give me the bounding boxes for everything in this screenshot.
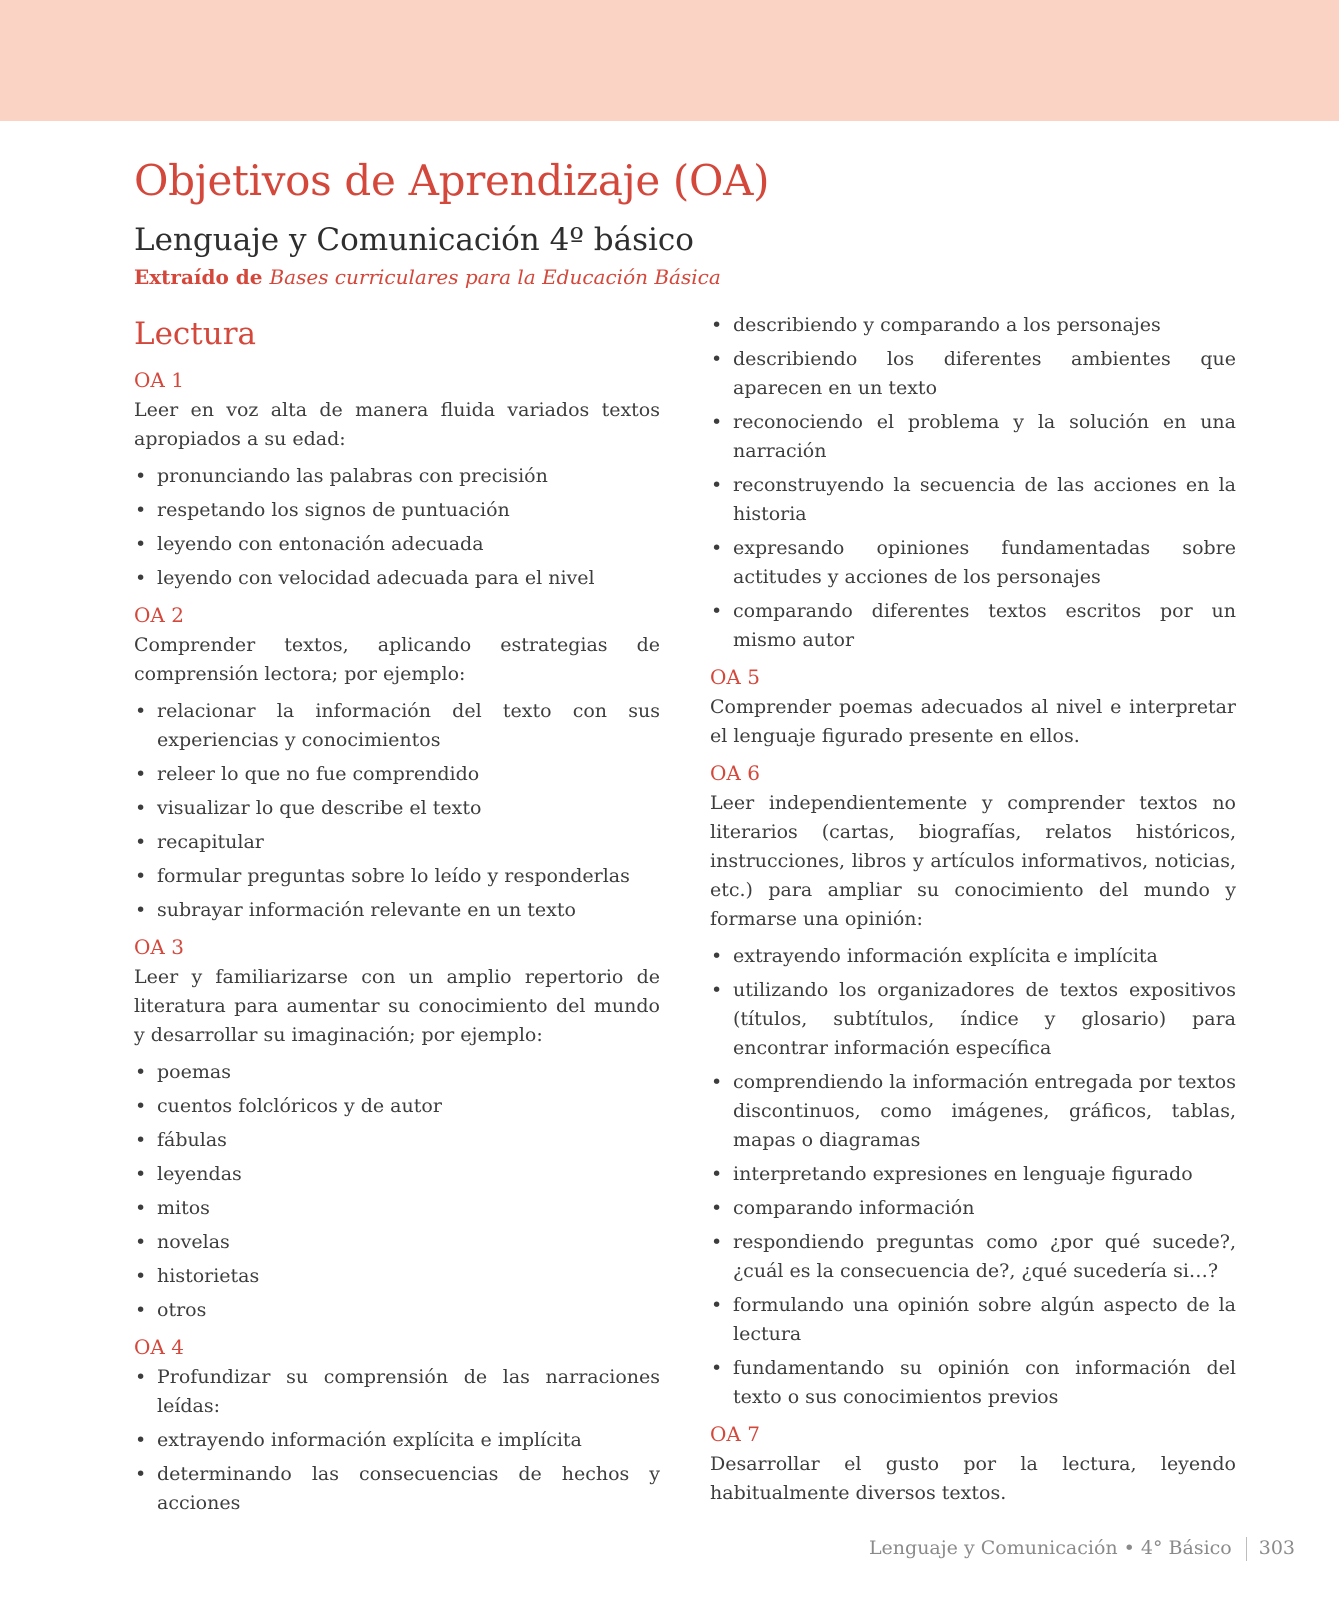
list-item: • historietas xyxy=(134,1262,660,1291)
oa1-label: OA 1 xyxy=(134,368,184,392)
list-item: • fábulas xyxy=(134,1126,660,1155)
list-item: • determinando las consecuencias de hechos y acciones xyxy=(134,1460,660,1518)
oa1-text: Leer en voz alta de manera fluida variados textos apropiados a su edad: xyxy=(134,399,660,450)
list-item: • leyendas xyxy=(134,1160,660,1189)
list-item: • comparando diferentes textos escritos por un mismo autor xyxy=(710,597,1236,655)
list-item: • pronunciando las palabras con precisión xyxy=(134,462,660,491)
page-subtitle: Lenguaje y Comunicación 4º básico xyxy=(134,222,694,258)
list-item: • poemas xyxy=(134,1058,660,1087)
oa3-label: OA 3 xyxy=(134,935,184,959)
list-item: • interpretando expresiones en lenguaje figurado xyxy=(710,1160,1236,1189)
footer-divider xyxy=(1246,1537,1247,1561)
oa4-list xyxy=(134,1363,660,1518)
list-item: • formulando una opinión sobre algún aspecto de la lectura xyxy=(710,1291,1236,1349)
left-column xyxy=(134,312,660,1523)
oa4-continued-list xyxy=(710,311,1236,655)
oa5-label: OA 5 xyxy=(710,665,760,689)
list-item: • relacionar la información del texto con sus experiencias y conocimientos xyxy=(134,697,660,755)
list-item: • formular preguntas sobre lo leído y responderlas xyxy=(134,862,660,891)
oa2-label: OA 2 xyxy=(134,603,184,627)
list-item: • releer lo que no fue comprendido xyxy=(134,760,660,789)
list-item: • utilizando los organizadores de textos expositivos (títulos, subtítulos, índice y glosario) para encontrar información específica xyxy=(710,976,1236,1063)
list-item: • fundamentando su opinión con información del texto o sus conocimientos previos xyxy=(710,1354,1236,1412)
list-item: • describiendo y comparando a los personajes xyxy=(710,311,1236,340)
list-item: • reconociendo el problema y la solución en una narración xyxy=(710,408,1236,466)
section-title-lectura: Lectura xyxy=(134,316,257,352)
list-item: • leyendo con velocidad adecuada para el nivel xyxy=(134,564,660,593)
list-item: • recapitular xyxy=(134,828,660,857)
oa7-text: Desarrollar el gusto por la lectura, leyendo habitualmente diversos textos. xyxy=(710,1453,1236,1504)
oa6-label: OA 6 xyxy=(710,761,760,785)
page-footer xyxy=(869,1537,1295,1561)
oa2-list xyxy=(134,697,660,925)
oa6-text: Leer independientemente y comprender textos no literarios (cartas, biografías, relatos históricos, instrucciones, libros y artículos informativos, noticias, etc.) para ampliar su conocimiento del mundo y formarse una opinión: xyxy=(710,792,1236,930)
oa5-text: Comprender poemas adecuados al nivel e interpretar el lenguaje figurado presente en ellos. xyxy=(710,696,1236,747)
source-label: Extraído de xyxy=(134,265,270,289)
page-number: 303 xyxy=(1258,1537,1295,1559)
list-item: • describiendo los diferentes ambientes que aparecen en un texto xyxy=(710,345,1236,403)
source-title: Bases curriculares para la Educación Básica xyxy=(269,265,721,289)
list-item: • expresando opiniones fundamentadas sobre actitudes y acciones de los personajes xyxy=(710,534,1236,592)
oa7-label: OA 7 xyxy=(710,1422,760,1446)
footer-running-title: Lenguaje y Comunicación • 4° Básico xyxy=(868,1537,1232,1559)
list-item: • extrayendo información explícita e implícita xyxy=(134,1426,660,1455)
list-item: • respondiendo preguntas como ¿por qué sucede?, ¿cuál es la consecuencia de?, ¿qué sucedería si…? xyxy=(710,1228,1236,1286)
list-item: • novelas xyxy=(134,1228,660,1257)
oa3-text: Leer y familiarizarse con un amplio repertorio de literatura para aumentar su conocimiento del mundo y desarrollar su imaginación; por ejemplo: xyxy=(134,966,660,1046)
list-item: • reconstruyendo la secuencia de las acciones en la historia xyxy=(710,471,1236,529)
list-item: • comparando información xyxy=(710,1194,1236,1223)
source-line xyxy=(134,265,721,289)
oa2-text: Comprender textos, aplicando estrategias de comprensión lectora; por ejemplo: xyxy=(134,634,660,685)
list-item: • cuentos folclóricos y de autor xyxy=(134,1092,660,1121)
list-item: • subrayar información relevante en un texto xyxy=(134,896,660,925)
list-item: • Profundizar su comprensión de las narraciones leídas: xyxy=(134,1363,660,1421)
list-item: • mitos xyxy=(134,1194,660,1223)
top-color-band xyxy=(0,0,1339,121)
right-column xyxy=(710,311,1236,1516)
oa6-list xyxy=(710,942,1236,1412)
page-title: Objetivos de Aprendizaje (OA) xyxy=(134,156,770,205)
oa4-label: OA 4 xyxy=(134,1335,184,1359)
oa3-list xyxy=(134,1058,660,1325)
oa1-list xyxy=(134,462,660,593)
list-item: • visualizar lo que describe el texto xyxy=(134,794,660,823)
list-item: • comprendiendo la información entregada por textos discontinuos, como imágenes, gráficos, tablas, mapas o diagramas xyxy=(710,1068,1236,1155)
list-item: • extrayendo información explícita e implícita xyxy=(710,942,1236,971)
list-item: • respetando los signos de puntuación xyxy=(134,496,660,525)
list-item: • otros xyxy=(134,1296,660,1325)
list-item: • leyendo con entonación adecuada xyxy=(134,530,660,559)
